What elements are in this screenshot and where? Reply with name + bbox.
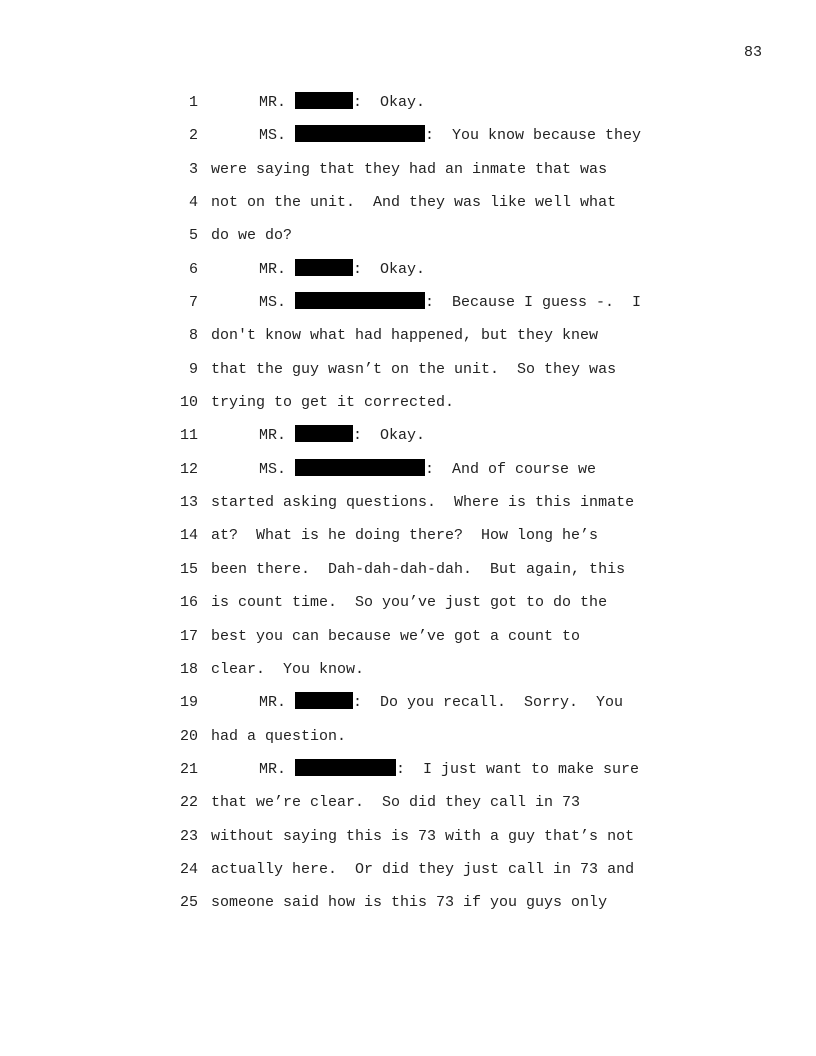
line-number: 4 <box>188 194 198 212</box>
line-text <box>211 392 454 414</box>
line-text <box>259 92 425 114</box>
line-text <box>211 792 580 814</box>
transcript-body <box>0 92 816 926</box>
line-number: 7 <box>188 294 198 312</box>
line-text <box>211 659 364 681</box>
transcript-line <box>0 359 816 392</box>
text-segment: without saying this is 73 with a guy that’s not <box>211 827 635 845</box>
text-segment: MR. <box>259 260 296 278</box>
line-number: 22 <box>179 794 198 812</box>
line-number: 15 <box>179 560 198 578</box>
text-segment: actually here. Or did they just call in 73 and <box>211 860 635 878</box>
line-text <box>259 292 641 314</box>
line-text <box>211 325 598 347</box>
text-segment: at? What is he doing there? How long he’s <box>211 527 599 545</box>
text-segment: : Okay. <box>353 427 426 445</box>
text-segment: MS. <box>259 294 296 312</box>
line-number: 20 <box>179 727 198 745</box>
line-number: 21 <box>179 760 198 778</box>
line-number: 10 <box>179 394 198 412</box>
line-text <box>211 726 346 748</box>
line-number: 8 <box>188 327 198 345</box>
line-text <box>211 359 616 381</box>
line-text <box>211 225 292 247</box>
transcript-line <box>0 559 816 592</box>
line-text <box>211 492 634 514</box>
text-segment: started asking questions. Where is this inmate <box>211 494 635 512</box>
line-text <box>211 626 580 648</box>
text-segment: MS. <box>259 460 296 478</box>
transcript-line <box>0 325 816 358</box>
line-text <box>211 859 634 881</box>
text-segment: been there. Dah-dah-dah-dah. But again, this <box>211 560 626 578</box>
transcript-line <box>0 759 816 792</box>
line-number: 25 <box>179 894 198 912</box>
text-segment: were saying that they had an inmate that was <box>211 160 608 178</box>
text-segment: do we do? <box>211 227 293 245</box>
line-text <box>211 525 598 547</box>
text-segment: : Okay. <box>353 94 426 111</box>
redaction-bar <box>295 692 353 709</box>
text-segment: don't know what had happened, but they knew <box>211 327 599 345</box>
transcript-line <box>0 792 816 825</box>
transcript-line <box>0 726 816 759</box>
transcript-line <box>0 92 816 125</box>
redaction-bar <box>295 759 396 776</box>
line-text <box>211 559 625 581</box>
line-number: 17 <box>179 627 198 645</box>
text-segment: MR. <box>259 94 296 111</box>
redaction-bar <box>295 459 425 476</box>
transcript-line <box>0 392 816 425</box>
line-number: 19 <box>179 694 198 712</box>
line-number: 13 <box>179 494 198 512</box>
text-segment: is count time. So you’ve just got to do the <box>211 594 608 612</box>
page-number: 83 <box>743 44 762 61</box>
line-number: 16 <box>179 594 198 612</box>
transcript-line <box>0 225 816 258</box>
line-text <box>211 192 616 214</box>
line-number: 12 <box>179 460 198 478</box>
text-segment: not on the unit. And they was like well what <box>211 194 617 212</box>
line-text <box>211 592 607 614</box>
transcript-line <box>0 192 816 225</box>
line-number: 9 <box>188 360 198 378</box>
text-segment: that we’re clear. So did they call in 73 <box>211 794 581 812</box>
text-segment: : Do you recall. Sorry. You <box>353 694 624 712</box>
text-segment: MR. <box>259 427 296 445</box>
text-segment: : Okay. <box>353 260 426 278</box>
transcript-line <box>0 826 816 859</box>
text-segment: : And of course we <box>425 460 597 478</box>
transcript-line <box>0 492 816 525</box>
transcript-line <box>0 692 816 725</box>
line-text <box>259 259 425 281</box>
redaction-bar <box>295 125 425 142</box>
line-text <box>259 459 596 481</box>
line-number: 11 <box>179 427 198 445</box>
transcript-line <box>0 892 816 925</box>
text-segment: MR. <box>259 760 296 778</box>
line-number: 24 <box>179 860 198 878</box>
text-segment: : I just want to make sure <box>396 760 640 778</box>
line-text <box>211 892 607 914</box>
redaction-bar <box>295 92 353 109</box>
line-number: 3 <box>188 160 198 178</box>
transcript-line <box>0 159 816 192</box>
line-text <box>211 159 607 181</box>
transcript-line <box>0 626 816 659</box>
text-segment: clear. You know. <box>211 660 365 678</box>
redaction-bar <box>295 425 353 442</box>
line-text <box>259 692 623 714</box>
line-number: 1 <box>188 94 198 111</box>
transcript-line <box>0 292 816 325</box>
line-number: 23 <box>179 827 198 845</box>
text-segment: had a question. <box>211 727 347 745</box>
redaction-bar <box>295 292 425 309</box>
transcript-line <box>0 425 816 458</box>
transcript-line <box>0 525 816 558</box>
line-number: 14 <box>179 527 198 545</box>
text-segment: trying to get it corrected. <box>211 394 455 412</box>
transcript-line <box>0 659 816 692</box>
text-segment: : Because I guess -. I <box>425 294 642 312</box>
line-number: 18 <box>179 660 198 678</box>
line-text <box>259 759 639 781</box>
text-segment: that the guy wasn’t on the unit. So they was <box>211 360 617 378</box>
line-text <box>211 826 634 848</box>
transcript-line <box>0 592 816 625</box>
line-text <box>259 425 425 447</box>
text-segment: best you can because we’ve got a count to <box>211 627 581 645</box>
line-number: 6 <box>188 260 198 278</box>
line-text <box>259 125 641 147</box>
transcript-line <box>0 459 816 492</box>
redaction-bar <box>295 259 353 276</box>
text-segment: MS. <box>259 127 296 145</box>
transcript-line <box>0 259 816 292</box>
text-segment: someone said how is this 73 if you guys only <box>211 894 608 912</box>
line-number: 5 <box>188 227 198 245</box>
transcript-line <box>0 125 816 158</box>
transcript-line <box>0 859 816 892</box>
line-number: 2 <box>188 127 198 145</box>
text-segment: MR. <box>259 694 296 712</box>
text-segment: : You know because they <box>425 127 642 145</box>
